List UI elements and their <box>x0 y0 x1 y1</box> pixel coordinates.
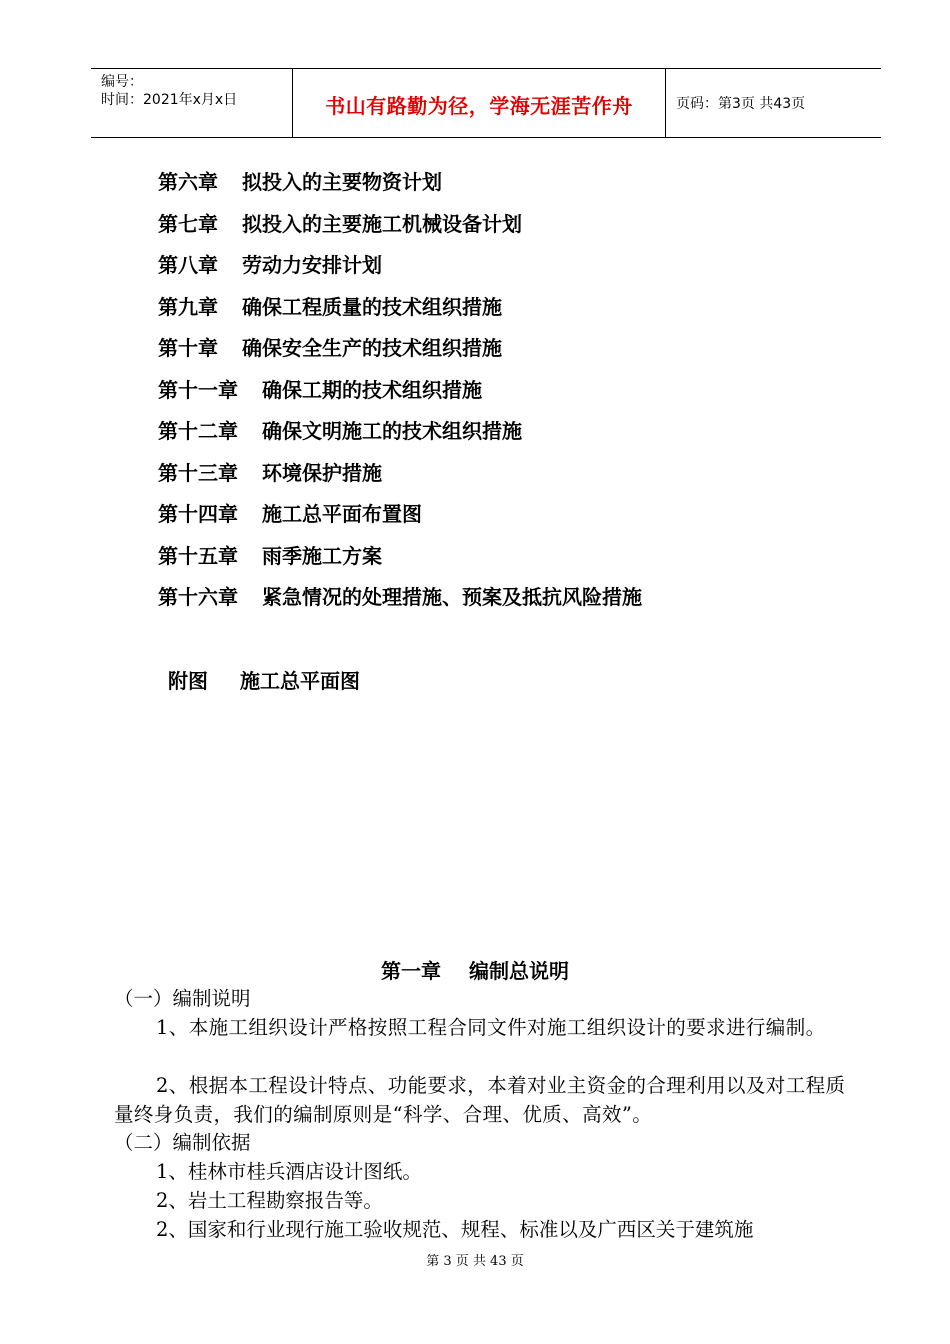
chapter-title: 编制总说明 <box>469 959 569 983</box>
toc-chapter: 第十三章 <box>158 460 238 485</box>
header-meta-cell <box>91 69 293 137</box>
appendix-label: 附图 <box>168 669 208 693</box>
basis-item-1: 1、桂林市桂兵酒店设计图纸。 <box>156 1160 422 1183</box>
toc-title: 拟投入的主要施工机械设备计划 <box>242 211 522 236</box>
document-time-label: 时间：2021年x月x日 <box>101 92 238 108</box>
paragraph-1: 1、本施工组织设计严格按照工程合同文件对施工组织设计的要求进行编制。 <box>156 1016 826 1039</box>
page-footer: 第 3 页 共 43 页 <box>426 1254 524 1269</box>
toc-title: 拟投入的主要物资计划 <box>242 170 442 194</box>
toc-chapter: 第六章 <box>158 170 218 194</box>
toc-item <box>158 582 642 624</box>
toc-title: 环境保护措施 <box>262 460 382 485</box>
basis-item-3: 2、国家和行业现行施工验收规范、规程、标准以及广西区关于建筑施 <box>156 1218 754 1241</box>
toc-item <box>158 167 642 209</box>
appendix-title: 施工总平面图 <box>240 669 360 693</box>
toc-title: 确保工期的技术组织措施 <box>262 377 482 402</box>
header-motto-cell <box>293 69 666 137</box>
toc-chapter: 第九章 <box>158 294 218 319</box>
toc-title: 确保文明施工的技术组织措施 <box>262 419 522 443</box>
toc-item <box>158 458 642 500</box>
toc-title: 紧急情况的处理措施、预案及抵抗风险措施 <box>262 585 642 609</box>
toc-title: 劳动力安排计划 <box>242 253 382 277</box>
toc-chapter: 第十章 <box>158 336 218 360</box>
document-number-label: 编号： <box>101 74 143 90</box>
basis-item-2: 2、岩土工程勘察报告等。 <box>156 1189 383 1212</box>
header-motto: 书山有路勤为径，学海无涯苦作舟 <box>325 94 633 118</box>
toc-chapter: 第十五章 <box>158 543 238 568</box>
header-page-number: 页码：第3页 共43页 <box>676 96 806 112</box>
toc-item <box>158 416 642 458</box>
chapter-heading <box>0 955 950 984</box>
chapter-number: 第一章 <box>381 959 441 983</box>
toc-item <box>158 333 642 375</box>
toc-chapter: 第十六章 <box>158 585 238 609</box>
toc-item <box>158 250 642 292</box>
header-page-cell <box>666 69 881 137</box>
toc-item <box>158 209 642 251</box>
toc-chapter: 第十一章 <box>158 377 238 402</box>
page-header <box>91 68 881 138</box>
toc-chapter: 第七章 <box>158 211 218 236</box>
paragraph-2: 2、根据本工程设计特点、功能要求，本着对业主资金的合理利用以及对工程质量终身负责，我们的编制原则是“科学、合理、优质、高效”。 <box>114 1074 846 1126</box>
toc-item <box>158 375 642 417</box>
toc-title: 确保安全生产的技术组织措施 <box>242 336 502 360</box>
toc-title: 施工总平面布置图 <box>262 502 422 526</box>
toc-item <box>158 499 642 541</box>
toc-item <box>158 292 642 334</box>
toc-title: 雨季施工方案 <box>262 543 382 568</box>
toc-chapter: 第十二章 <box>158 419 238 443</box>
toc-title: 确保工程质量的技术组织措施 <box>242 294 502 319</box>
table-of-contents <box>158 167 642 624</box>
toc-chapter: 第十四章 <box>158 502 238 526</box>
section-heading-1: （一）编制说明 <box>114 987 251 1010</box>
section-heading-2: （二）编制依据 <box>114 1131 251 1154</box>
toc-chapter: 第八章 <box>158 253 218 277</box>
toc-item <box>158 541 642 583</box>
appendix-entry <box>168 665 360 694</box>
